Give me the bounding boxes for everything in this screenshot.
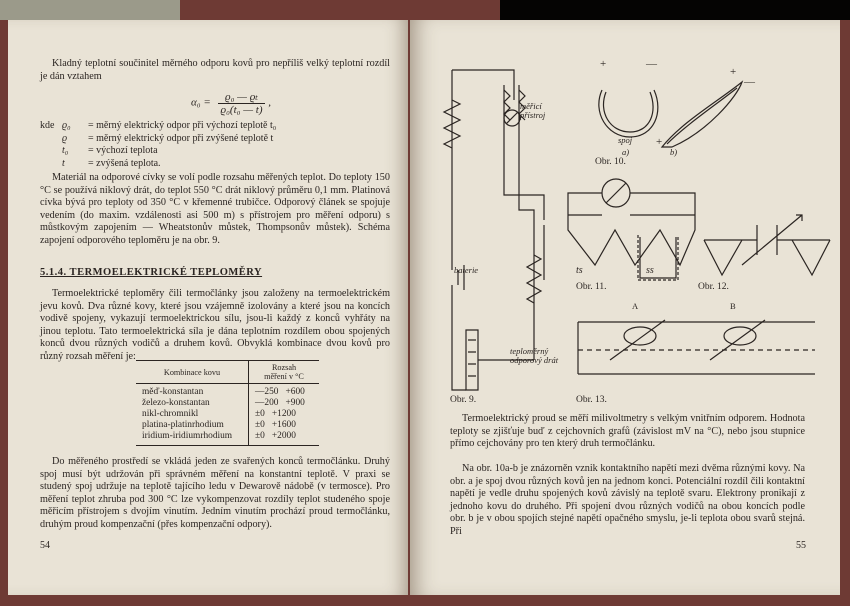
- fig13-wires-top: [578, 322, 815, 374]
- fig10-label-b: b): [670, 147, 678, 157]
- table-row: [136, 420, 319, 431]
- thermocouple-paragraph: [40, 288, 390, 364]
- definition-symbol: ϱ₀: [62, 120, 71, 131]
- fig12-caption: Obr. 12.: [698, 282, 729, 292]
- formula-numerator: ϱ₀ — ϱₜ: [218, 90, 266, 104]
- fig10-plus-b2: +: [656, 136, 663, 148]
- measurement-text: Do měřeného prostředí se vkládá jeden ze svařených konců termočlánku. Druhý spoj musí být udržován při správném měření na konstantní teplotě. V praxi se studený spoj udržuje na teplotě tajícího ledu v Dewarově nádobě (v termosce). Pro měření teplot zhruba pod 300 °C lze vykompenzovat rozdíly teplot studeného spoje měřicím přístrojem s dvojím vinutím. Jedním vinutím prochází proud termočlánku, druhým proud kompenzační (přes kompenzační odpory).: [40, 456, 390, 530]
- fig10-plus-b: +: [730, 66, 737, 78]
- table-cell-combo: iridium-iridiumrhodium: [136, 431, 249, 446]
- fig9-label-meter-l2: přístroj: [520, 110, 546, 120]
- definition-text: = výchozí teplota: [88, 145, 158, 156]
- formula: [191, 90, 271, 116]
- formula-lhs: α₀ =: [191, 96, 211, 109]
- fig9-label-wire: [510, 347, 558, 365]
- right-page: [410, 20, 840, 595]
- right-text-2: Na obr. 10a-b je znázorněn vznik kontaktního napětí mezi dvěma různými kovy. Na obr. a je spoj dvou různých kovů jen na jednom konci. Potenciální rozdíl čili kontaktní napětí je vedle druhu spojených kovů závislý na teplotě svaru. Elektrony pronikají z jednoho kovu do druhého. Při spojení dvou různých vodičů na obou koncích podle obr. b je v obou spojích stejné napětí opačného smyslu, je-li teplota obou svarů stejná. Při: [450, 463, 805, 537]
- table-cell-range: ±0 +1200: [255, 409, 296, 419]
- table-cell-range: ±0 +2000: [249, 431, 320, 446]
- fig10-label-a: a): [622, 147, 630, 157]
- fig9-caption: Obr. 9.: [450, 395, 477, 405]
- definition-row: [40, 133, 276, 146]
- fig10-minus-b: —: [744, 76, 755, 88]
- definitions-kde: kde: [40, 120, 55, 131]
- table-cell-combo: platina-platinrhodium: [136, 420, 249, 431]
- fig9-label-wire-l1: teploměrný: [510, 346, 549, 356]
- right-paragraph-2: [450, 463, 805, 539]
- fig12-wires: [704, 240, 830, 275]
- section-heading: 5.1.4. TERMOELEKTRICKÉ TEPLOMĚRY: [40, 267, 263, 278]
- figure-12-diagram: [702, 195, 832, 295]
- table-header-row: [136, 361, 319, 384]
- page-number-right: 55: [796, 540, 806, 551]
- fig9-label-meter: [520, 102, 545, 120]
- table-row: [136, 384, 319, 399]
- fig9-label-meter-l1: měřicí: [520, 101, 542, 111]
- fig11-label-ss: ss: [646, 265, 654, 276]
- measurement-paragraph: [40, 456, 390, 532]
- fig10b-loop-inner: [667, 88, 737, 144]
- table-header-combination: Kombinace kovu: [136, 361, 249, 384]
- table-header-range: [249, 361, 320, 384]
- fig10-caption: Obr. 10.: [595, 157, 626, 167]
- fig11-meter-needle: [606, 183, 626, 203]
- table-header-range-l2: měření v °C: [264, 372, 304, 381]
- top-strip-mid: [180, 0, 500, 20]
- definitions: [40, 120, 276, 170]
- right-paragraph-1: [450, 413, 805, 451]
- metal-combination-table: [136, 360, 319, 446]
- fig13-label-a: A: [632, 301, 639, 311]
- definition-text: = měrný elektrický odpor při zvýšené teplotě t: [88, 132, 274, 144]
- page-number-left: 54: [40, 540, 50, 551]
- definition-symbol: t₀: [62, 145, 69, 156]
- table-cell-combo: měď-konstantan: [136, 384, 249, 399]
- table-cell-combo: nikl-chromnikl: [136, 409, 249, 420]
- fig10a-ring-inner: [603, 92, 653, 132]
- table-cell-range: ±0 +1600: [255, 420, 296, 430]
- intro-text: Kladný teplotní součinitel měrného odporu kovů pro nepříliš velký teplotní rozdíl je dán vztahem: [40, 58, 390, 82]
- fig13-caption: Obr. 13.: [576, 395, 607, 405]
- fig10-spoj: spoj: [618, 135, 633, 145]
- resistor-text: Materiál na odporové cívky se volí podle rozsahu měřených teplot. Do teploty 150 °C se používá niklový drát, do teplot 550 °C drát niklový průměru 0,1 mm. Platinová cívka bývá pro teploty od 350 °C v křemenné trubičce. Odporový článek se spojuje vedením (do maxim. vzdálenosti asi 500 m) s přístrojem pro měření odporu) s můstkovým zapojením — Wheatstonův můstek, Thompsonův můstek). Schéma zapojení odporového teploměru je na obr. 9.: [40, 172, 390, 246]
- formula-tail: ,: [268, 96, 271, 109]
- table-cell-range: —200 +900: [255, 398, 305, 408]
- fig10a-ring: [599, 90, 658, 137]
- table-row: [136, 398, 319, 409]
- fig9-label-wire-l2: odporový drát: [510, 355, 559, 365]
- resistor-paragraph: [40, 172, 390, 248]
- definition-text: = měrný elektrický odpor při výchozí teplotě t₀: [88, 120, 277, 131]
- definition-symbol: t: [62, 157, 65, 169]
- table-row: [136, 431, 319, 446]
- formula-fraction: [218, 90, 266, 116]
- definition-row: [40, 120, 276, 133]
- formula-denominator: ϱ₀(t₀ — t): [220, 104, 263, 116]
- left-page: [8, 20, 408, 595]
- table-row: [136, 409, 319, 420]
- fig10-minus-a: —: [646, 58, 657, 70]
- fig13-label-b: B: [730, 301, 736, 311]
- figure-11-diagram: [560, 175, 700, 295]
- table-header-range-l1: Rozsah: [271, 363, 297, 372]
- table-cell-combo: železo-konstantan: [136, 398, 249, 409]
- right-text-1: Termoelektrický proud se měří milivoltmetry s velkým vnitřním odporem. Hodnota teploty se zjišťuje buď z cejchovních grafů (závislost mV na °C), nebo jsou stupnice přímo cejchovány pro ten který druh termočlánku.: [450, 413, 805, 450]
- intro-paragraph: [40, 58, 390, 83]
- definition-row: [40, 145, 276, 158]
- table-cell-range: —250 +600: [255, 387, 305, 397]
- fig13-diag: [610, 320, 765, 360]
- fig9-label-battery: baterie: [454, 265, 479, 275]
- fig10-plus-a: +: [600, 58, 607, 70]
- fig11-vessel: [638, 235, 678, 280]
- fig11-label-ts: ts: [576, 265, 583, 276]
- definition-symbol: ϱ: [62, 132, 68, 144]
- definition-row: [40, 158, 276, 171]
- top-strip-left: [0, 0, 180, 20]
- fig11-caption: Obr. 11.: [576, 282, 607, 292]
- top-strip-right: [500, 0, 850, 20]
- definition-text: = zvýšená teplota.: [88, 157, 161, 169]
- thermocouple-text: Termoelektrické teploměry čili termočlánky jsou založeny na termoelektrickém jevu kovů. Dva různé kovy, které jsou vzájemně izolovány a které jsou na koncích vodivě spojeny, vykazují termoelektrickou sílu, jsou-li každý z konců vyhřáty na jinou teplotu. Tato termoelektrická síla je dána teplotním rozdílem obou spojených konců dvou různých vodičů a druhem kovů. Obvyklá kombinace dvou kovů pro různý rozsah měření je:: [40, 288, 390, 362]
- figure-13-diagram: [570, 312, 820, 382]
